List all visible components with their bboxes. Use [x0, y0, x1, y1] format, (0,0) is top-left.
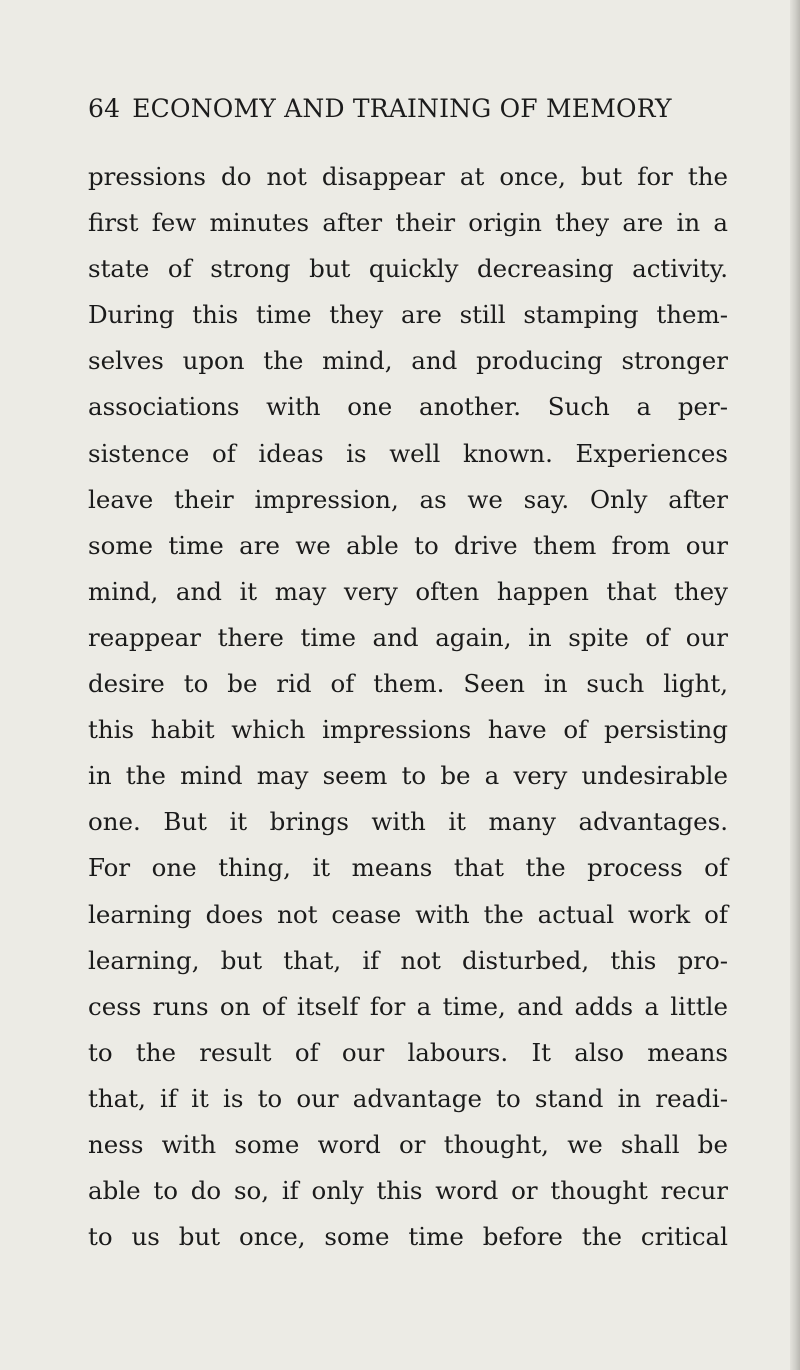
text-line: During this time they are still stamping them-: [88, 300, 728, 330]
text-line: state of strong but quickly decreasing activity.: [88, 254, 728, 284]
page-number: 64: [88, 94, 121, 123]
text-line: learning does not cease with the actual work of: [88, 899, 728, 929]
page-edge-shadow: [790, 0, 800, 1370]
text-line: mind, and it may very often happen that they: [88, 576, 728, 606]
text-line: to the result of our labours. It also means: [88, 1037, 728, 1067]
text-line: desire to be rid of them. Seen in such light,: [88, 669, 728, 699]
text-line: one. But it brings with it many advantages.: [88, 807, 728, 837]
running-title: ECONOMY AND TRAINING OF MEMORY: [132, 94, 672, 123]
text-line: reappear there time and again, in spite of our: [88, 622, 728, 652]
text-line: ness with some word or thought, we shall be: [88, 1129, 728, 1159]
text-line: this habit which impressions have of persisting: [88, 715, 728, 745]
body-text: [88, 154, 728, 1260]
text-line: selves upon the mind, and producing stronger: [88, 346, 728, 376]
text-line: For one thing, it means that the process of: [88, 853, 728, 883]
running-head: [88, 93, 728, 125]
text-line: that, if it is to our advantage to stand in readi-: [88, 1083, 728, 1113]
text-line: learning, but that, if not disturbed, this pro-: [88, 945, 728, 975]
text-line: to us but once, some time before the critical: [88, 1222, 728, 1252]
text-line: in the mind may seem to be a very undesirable: [88, 761, 728, 791]
text-line: pressions do not disappear at once, but for the: [88, 162, 728, 191]
text-line: able to do so, if only this word or thought recur: [88, 1176, 728, 1206]
text-line: cess runs on of itself for a time, and adds a little: [88, 991, 728, 1021]
text-line: first few minutes after their origin they are in a: [88, 208, 728, 238]
text-line: leave their impression, as we say. Only after: [88, 484, 728, 514]
text-line: sistence of ideas is well known. Experiences: [88, 438, 728, 468]
text-line: some time are we able to drive them from our: [88, 530, 728, 560]
text-line: associations with one another. Such a per-: [88, 392, 728, 422]
